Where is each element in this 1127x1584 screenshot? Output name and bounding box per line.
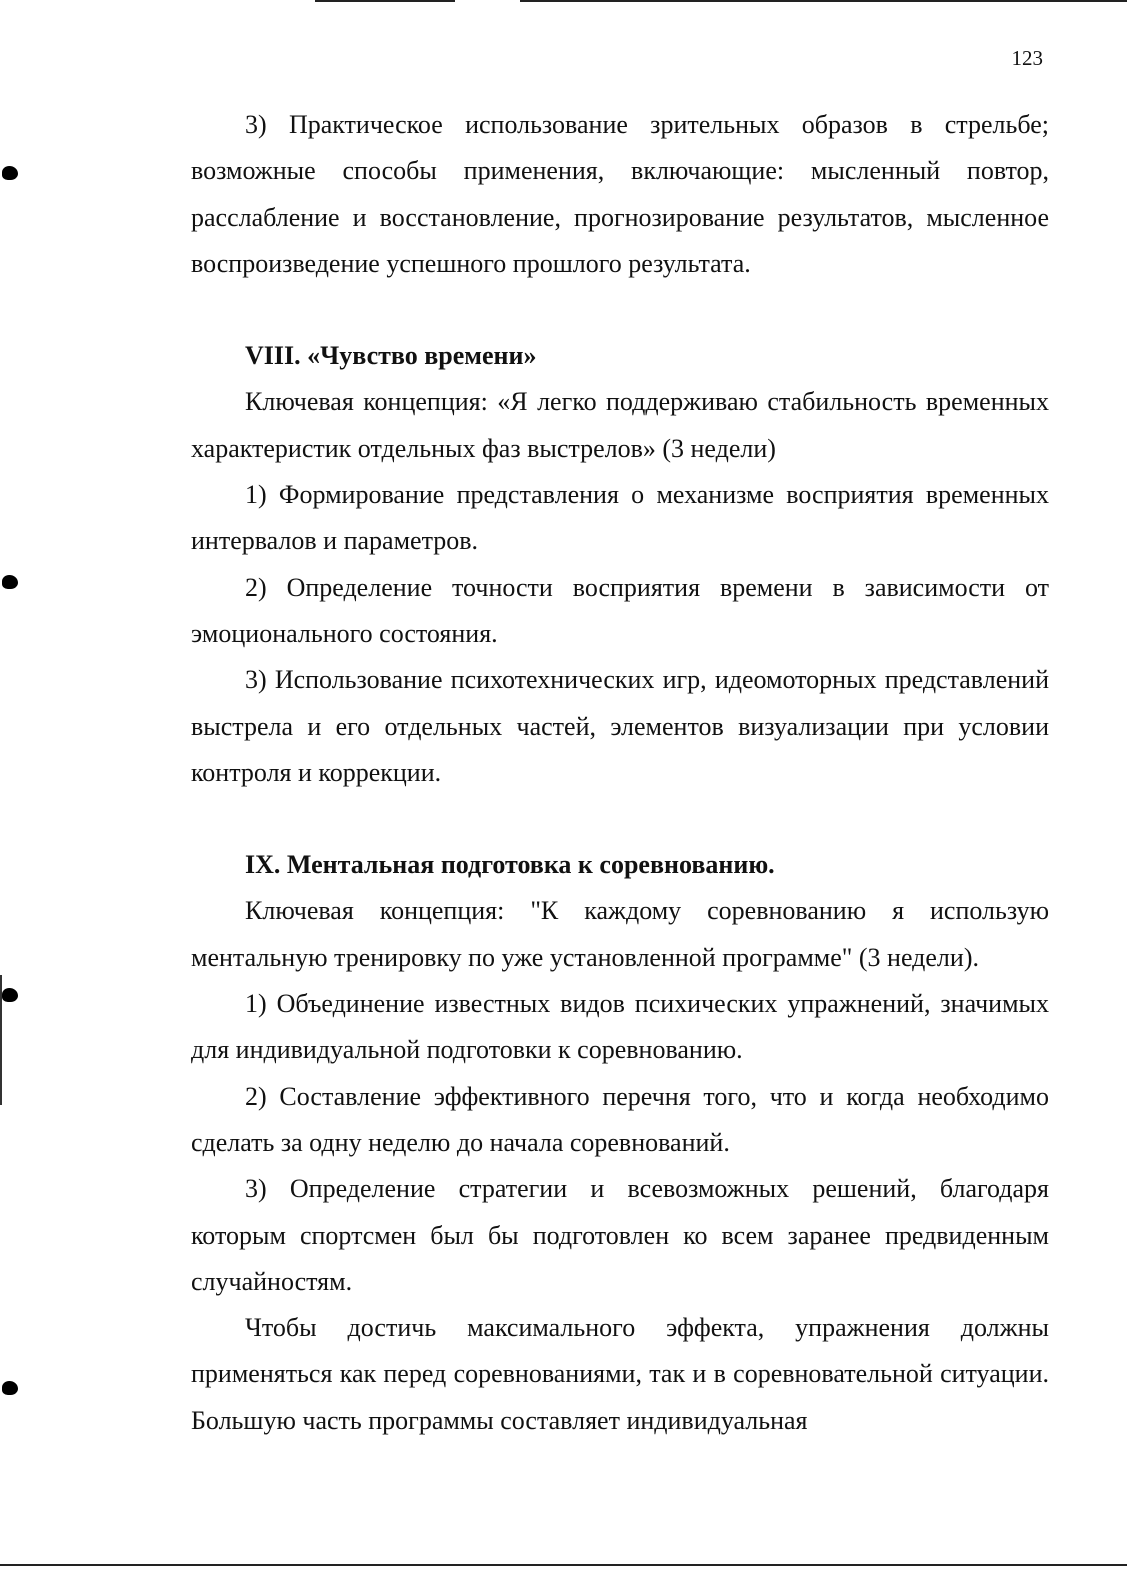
scan-edge-line — [0, 1564, 1127, 1566]
scan-edge-line — [520, 0, 1127, 2]
section-heading: VIII. «Чувство времени» — [245, 341, 537, 371]
paragraph: 1) Объединение известных видов психических упражнений, значимых для индивидуальной подготовки к соревнованию. — [191, 989, 1049, 1065]
paragraph: Чтобы достичь максимального эффекта, упражнения должны применяться как перед соревнованиями, так и в соревновательной ситуации. Большую часть программы составляет индивидуальная — [191, 1313, 1049, 1435]
paragraph: 2) Определение точности восприятия времени в зависимости от эмоционального состояния. — [191, 572, 1049, 648]
page-number: 123 — [1011, 46, 1043, 70]
section-heading: IX. Ментальная подготовка к соревнованию. — [245, 850, 775, 880]
paragraph: 3) Практическое использование зрительных образов в стрельбе; возможные способы применения, включающие: мысленный повтор, расслабление и восстановление, прогнозирование результатов, мысленное воспроизведение успешного прошлого результата. — [191, 110, 1049, 278]
scan-edge-line — [315, 0, 455, 2]
punch-hole-mark — [2, 166, 18, 180]
paragraph: 3) Определение стратегии и всевозможных решений, благодаря которым спортсмен был бы подготовлен ко всем заранее предвиденным случайностям. — [191, 1174, 1049, 1296]
body-text — [191, 102, 1049, 1444]
punch-hole-mark — [2, 988, 18, 1002]
spacer — [191, 287, 1049, 333]
punch-hole-mark — [2, 575, 18, 589]
paragraph: 3) Использование психотехнических игр, идеомоторных представлений выстрела и его отдельных частей, элементов визуализации при условии контроля и коррекции. — [191, 665, 1049, 787]
punch-hole-mark — [2, 1381, 18, 1395]
paragraph: Ключевая концепция: «Я легко поддерживаю стабильность временных характеристик отдельных фаз выстрелов» (3 недели) — [191, 387, 1049, 463]
spacer — [191, 796, 1049, 842]
paragraph: 1) Формирование представления о механизме восприятия временных интервалов и параметров. — [191, 480, 1049, 556]
paragraph: 2) Составление эффективного перечня того, что и когда необходимо сделать за одну неделю до начала соревнований. — [191, 1081, 1049, 1157]
paragraph: Ключевая концепция: "К каждому соревнованию я использую ментальную тренировку по уже установленной программе" (3 недели). — [191, 896, 1049, 972]
